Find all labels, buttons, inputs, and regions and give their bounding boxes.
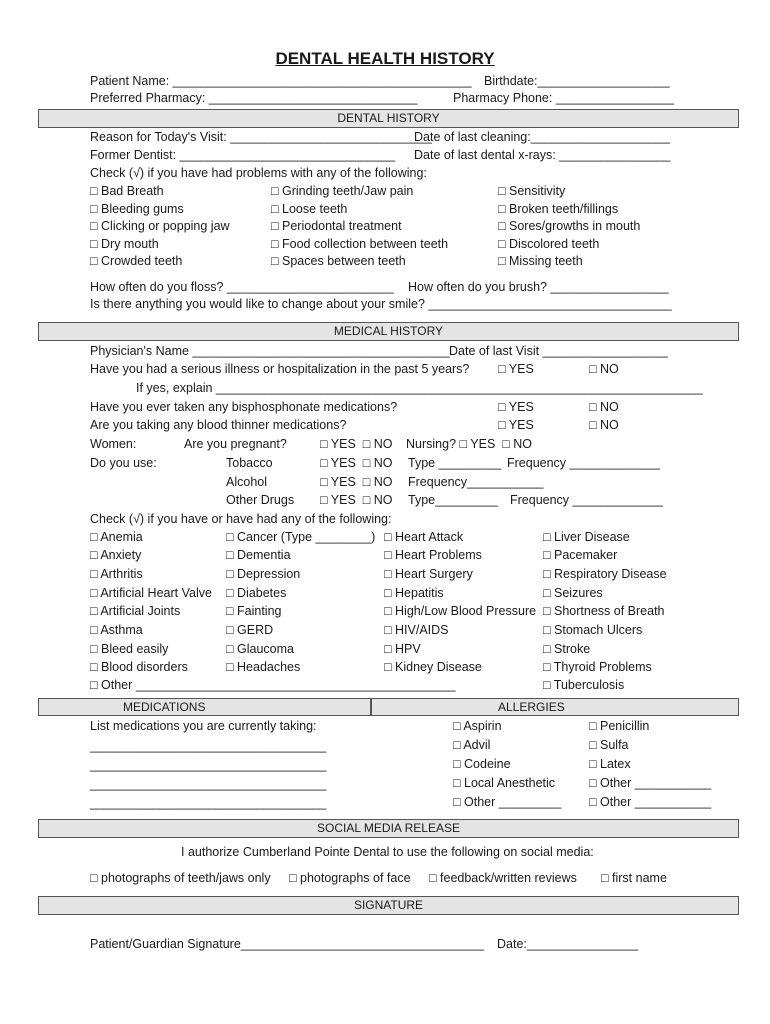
women-label: Women:	[90, 437, 137, 451]
do-you-use-label: Do you use:	[90, 456, 157, 470]
dental-checkbox[interactable]: □ Sensitivity	[498, 184, 566, 198]
dental-checkbox[interactable]: □ Loose teeth	[271, 202, 348, 216]
condition-checkbox[interactable]: □ Shortness of Breath	[543, 604, 665, 618]
condition-checkbox[interactable]: □ Cancer (Type ________)	[226, 530, 376, 544]
dental-check-intro: Check (√) if you have had problems with any of the following:	[90, 166, 427, 180]
signature-date-field[interactable]: Date:________________	[497, 937, 639, 951]
other-drugs-yes-no[interactable]: □ YES □ NO	[320, 493, 393, 507]
condition-checkbox[interactable]: □ Anxiety	[90, 548, 142, 562]
dental-checkbox[interactable]: □ Spaces between teeth	[271, 254, 406, 268]
pregnant-question: Are you pregnant?	[184, 437, 287, 451]
allergies-header: ALLERGIES	[371, 698, 739, 716]
condition-checkbox[interactable]: □ Asthma	[90, 623, 143, 637]
pharmacy-field[interactable]: Preferred Pharmacy: ______________________________	[90, 91, 418, 105]
other-drugs-frequency-field[interactable]: Frequency _____________	[510, 493, 663, 507]
allergy-checkbox[interactable]: □ Sulfa	[589, 738, 629, 752]
condition-checkbox[interactable]: □ Glaucoma	[226, 642, 294, 656]
tobacco-frequency-field[interactable]: Frequency _____________	[507, 456, 660, 470]
social-option-checkbox[interactable]: □ first name	[601, 871, 667, 885]
condition-checkbox[interactable]: □ Thyroid Problems	[543, 660, 652, 674]
patient-name-field[interactable]: Patient Name: ___________________________________________	[90, 74, 472, 88]
dental-checkbox[interactable]: □ Crowded teeth	[90, 254, 183, 268]
floss-field[interactable]: How often do you floss? ________________________	[90, 280, 394, 294]
illness-no-checkbox[interactable]: □ NO	[589, 362, 619, 376]
dental-checkbox[interactable]: □ Broken teeth/fillings	[498, 202, 619, 216]
dental-checkbox[interactable]: □ Grinding teeth/Jaw pain	[271, 184, 414, 198]
social-media-header: SOCIAL MEDIA RELEASE	[38, 819, 739, 838]
allergy-checkbox[interactable]: □ Advil	[453, 738, 491, 752]
condition-checkbox[interactable]: □ Dementia	[226, 548, 291, 562]
condition-checkbox[interactable]: □ High/Low Blood Pressure	[384, 604, 537, 618]
condition-checkbox[interactable]: □ Diabetes	[226, 586, 287, 600]
physician-field[interactable]: Physician's Name _____________________________________	[90, 344, 450, 358]
tobacco-yes-no[interactable]: □ YES □ NO	[320, 456, 393, 470]
condition-checkbox[interactable]: □ Arthritis	[90, 567, 143, 581]
social-option-checkbox[interactable]: □ feedback/written reviews	[429, 871, 577, 885]
allergy-checkbox[interactable]: □ Penicillin	[589, 719, 650, 733]
page-title: DENTAL HEALTH HISTORY	[275, 49, 495, 68]
blood-thinner-yes-checkbox[interactable]: □ YES	[498, 418, 534, 432]
dental-checkbox[interactable]: □ Food collection between teeth	[271, 237, 449, 251]
social-option-checkbox[interactable]: □ photographs of teeth/jaws only	[90, 871, 271, 885]
pharmacy-phone-field[interactable]: Pharmacy Phone: _________________	[453, 91, 675, 105]
allergy-checkbox[interactable]: □ Latex	[589, 757, 631, 771]
medical-history-header: MEDICAL HISTORY	[38, 322, 739, 341]
condition-checkbox[interactable]: □ Kidney Disease	[384, 660, 482, 674]
dental-checkbox[interactable]: □ Bad Breath	[90, 184, 164, 198]
illness-yes-checkbox[interactable]: □ YES	[498, 362, 534, 376]
condition-checkbox[interactable]: □ Heart Surgery	[384, 567, 473, 581]
signature-header: SIGNATURE	[38, 896, 739, 915]
bisphosphonate-yes-checkbox[interactable]: □ YES	[498, 400, 534, 414]
dental-checkbox[interactable]: □ Periodontal treatment	[271, 219, 402, 233]
condition-checkbox[interactable]: □ Anemia	[90, 530, 143, 544]
nursing-yes-no[interactable]: Nursing? □ YES □ NO	[406, 437, 533, 451]
condition-other-field[interactable]: □ Other ______________________________________________	[90, 678, 456, 692]
condition-checkbox[interactable]: □ HPV	[384, 642, 421, 656]
brush-field[interactable]: How often do you brush? _________________	[408, 280, 669, 294]
last-visit-field[interactable]: Date of last Visit __________________	[449, 344, 668, 358]
dental-checkbox[interactable]: □ Missing teeth	[498, 254, 583, 268]
last-xrays-field[interactable]: Date of last dental x-rays: ________________	[414, 148, 671, 162]
medication-line[interactable]: __________________________________	[90, 777, 327, 791]
alcohol-label: Alcohol	[226, 475, 267, 489]
allergy-other-field[interactable]: □ Other ___________	[589, 776, 712, 790]
dental-checkbox[interactable]: □ Sores/growths in mouth	[498, 219, 641, 233]
dental-checkbox[interactable]: □ Discolored teeth	[498, 237, 600, 251]
condition-checkbox[interactable]: □ Fainting	[226, 604, 282, 618]
condition-checkbox[interactable]: □ Blood disorders	[90, 660, 188, 674]
dental-checkbox[interactable]: □ Dry mouth	[90, 237, 159, 251]
condition-checkbox[interactable]: □ Heart Attack	[384, 530, 464, 544]
social-option-checkbox[interactable]: □ photographs of face	[289, 871, 411, 885]
condition-checkbox[interactable]: □ Stomach Ulcers	[543, 623, 643, 637]
blood-thinner-no-checkbox[interactable]: □ NO	[589, 418, 619, 432]
condition-checkbox[interactable]: □ Bleed easily	[90, 642, 169, 656]
allergy-other-field[interactable]: □ Other ___________	[589, 795, 712, 809]
condition-checkbox[interactable]: □ Liver Disease	[543, 530, 630, 544]
social-authorize-text: I authorize Cumberland Pointe Dental to use the following on social media:	[181, 845, 594, 859]
condition-checkbox[interactable]: □ Hepatitis	[384, 586, 444, 600]
signature-field[interactable]: Patient/Guardian Signature___________________________________	[90, 937, 485, 951]
last-cleaning-field[interactable]: Date of last cleaning:____________________	[414, 130, 670, 144]
medications-header: MEDICATIONS	[38, 698, 371, 716]
condition-checkbox[interactable]: □ Pacemaker	[543, 548, 618, 562]
medical-check-intro: Check (√) if you have or have had any of the following:	[90, 512, 392, 526]
tobacco-label: Tobacco	[226, 456, 273, 470]
condition-checkbox[interactable]: □ Artificial Joints	[90, 604, 181, 618]
birthdate-field[interactable]: Birthdate:___________________	[484, 74, 670, 88]
allergy-other-field[interactable]: □ Other _________	[453, 795, 562, 809]
condition-checkbox[interactable]: □ Stroke	[543, 642, 591, 656]
allergy-checkbox[interactable]: □ Codeine	[453, 757, 511, 771]
medications-label: List medications you are currently taking:	[90, 719, 317, 733]
dental-history-header: DENTAL HISTORY	[38, 109, 739, 128]
medication-line[interactable]: __________________________________	[90, 796, 327, 810]
condition-checkbox[interactable]: □ HIV/AIDS	[384, 623, 449, 637]
alcohol-frequency-field[interactable]: Frequency___________	[408, 475, 544, 489]
condition-checkbox[interactable]: □ Heart Problems	[384, 548, 482, 562]
other-drugs-type-field[interactable]: Type_________	[408, 493, 498, 507]
condition-checkbox[interactable]: □ Artificial Heart Valve	[90, 586, 212, 600]
former-dentist-field[interactable]: Former Dentist: _______________________________	[90, 148, 396, 162]
illness-explain-field[interactable]: If yes, explain ______________________________________________________________________	[136, 381, 703, 395]
illness-question: Have you had a serious illness or hospitalization in the past 5 years?	[90, 362, 470, 376]
other-drugs-label: Other Drugs	[226, 493, 295, 507]
condition-checkbox[interactable]: □ Respiratory Disease	[543, 567, 667, 581]
allergy-checkbox[interactable]: □ Aspirin	[453, 719, 502, 733]
pregnant-yes-no[interactable]: □ YES □ NO	[320, 437, 393, 451]
bisphosphonate-question: Have you ever taken any bisphosphonate medications?	[90, 400, 398, 414]
condition-checkbox[interactable]: □ Seizures	[543, 586, 603, 600]
smile-change-field[interactable]: Is there anything you would like to change about your smile? ___________________________________	[90, 297, 672, 311]
dental-checkbox[interactable]: □ Bleeding gums	[90, 202, 184, 216]
condition-checkbox[interactable]: □ Headaches	[226, 660, 301, 674]
bisphosphonate-no-checkbox[interactable]: □ NO	[589, 400, 619, 414]
reason-field[interactable]: Reason for Today's Visit: _____________________________	[90, 130, 432, 144]
medication-line[interactable]: __________________________________	[90, 758, 327, 772]
tobacco-type-field[interactable]: Type _________	[408, 456, 502, 470]
condition-checkbox[interactable]: □ Tuberculosis	[543, 678, 625, 692]
dental-checkbox[interactable]: □ Clicking or popping jaw	[90, 219, 230, 233]
condition-checkbox[interactable]: □ Depression	[226, 567, 301, 581]
blood-thinner-question: Are you taking any blood thinner medications?	[90, 418, 347, 432]
medication-line[interactable]: __________________________________	[90, 739, 327, 753]
condition-checkbox[interactable]: □ GERD	[226, 623, 274, 637]
alcohol-yes-no[interactable]: □ YES □ NO	[320, 475, 393, 489]
allergy-checkbox[interactable]: □ Local Anesthetic	[453, 776, 556, 790]
